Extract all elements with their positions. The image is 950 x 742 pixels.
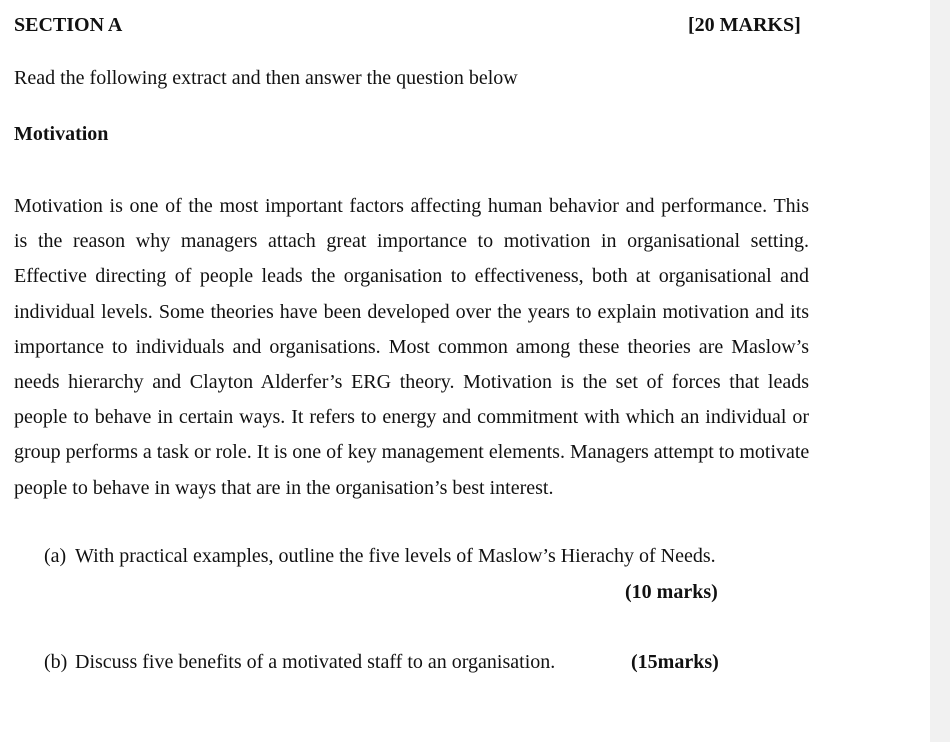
extract-paragraph (14, 189, 809, 506)
paragraph-line: importance to individuals and organisations. Most common among these theories are Maslow’s (14, 335, 809, 358)
page-margin-strip (930, 0, 950, 742)
extract-heading: Motivation (14, 123, 109, 145)
paragraph-line: people to behave in certain ways. It refers to energy and commitment with which an individual or (14, 406, 809, 429)
paragraph-line: group performs a task or role. It is one of key management elements. Managers attempt to motivate (14, 441, 810, 464)
question-a-marks: (10 marks) (625, 581, 718, 603)
paragraph-line: is the reason why managers attach great importance to motivation in organisational setting. (14, 230, 809, 253)
question-a-letter: (a) (44, 545, 67, 567)
question-b-letter: (b) (44, 651, 68, 673)
paragraph-line: needs hierarchy and Clayton Alderfer’s ERG theory. Motivation is the set of forces that leads (14, 370, 809, 393)
paragraph-line: Effective directing of people leads the organisation to effectiveness, both at organisational and (14, 265, 809, 288)
paragraph-line: people to behave in ways that are in the organisation’s best interest. (14, 476, 554, 499)
question-b-text: Discuss five benefits of a motivated staff to an organisation. (75, 651, 556, 673)
paragraph-line: Motivation is one of the most important factors affecting human behavior and performance. This (14, 195, 809, 217)
question-b-marks: (15marks) (631, 651, 719, 673)
question-a-text: With practical examples, outline the five levels of Maslow’s Hierachy of Needs. (75, 545, 716, 567)
paragraph-line: individual levels. Some theories have been developed over the years to explain motivation and its (14, 300, 809, 323)
section-marks: [20 MARKS] (688, 14, 801, 36)
section-title: SECTION A (14, 14, 123, 36)
instruction-text: Read the following extract and then answer the question below (14, 67, 518, 89)
